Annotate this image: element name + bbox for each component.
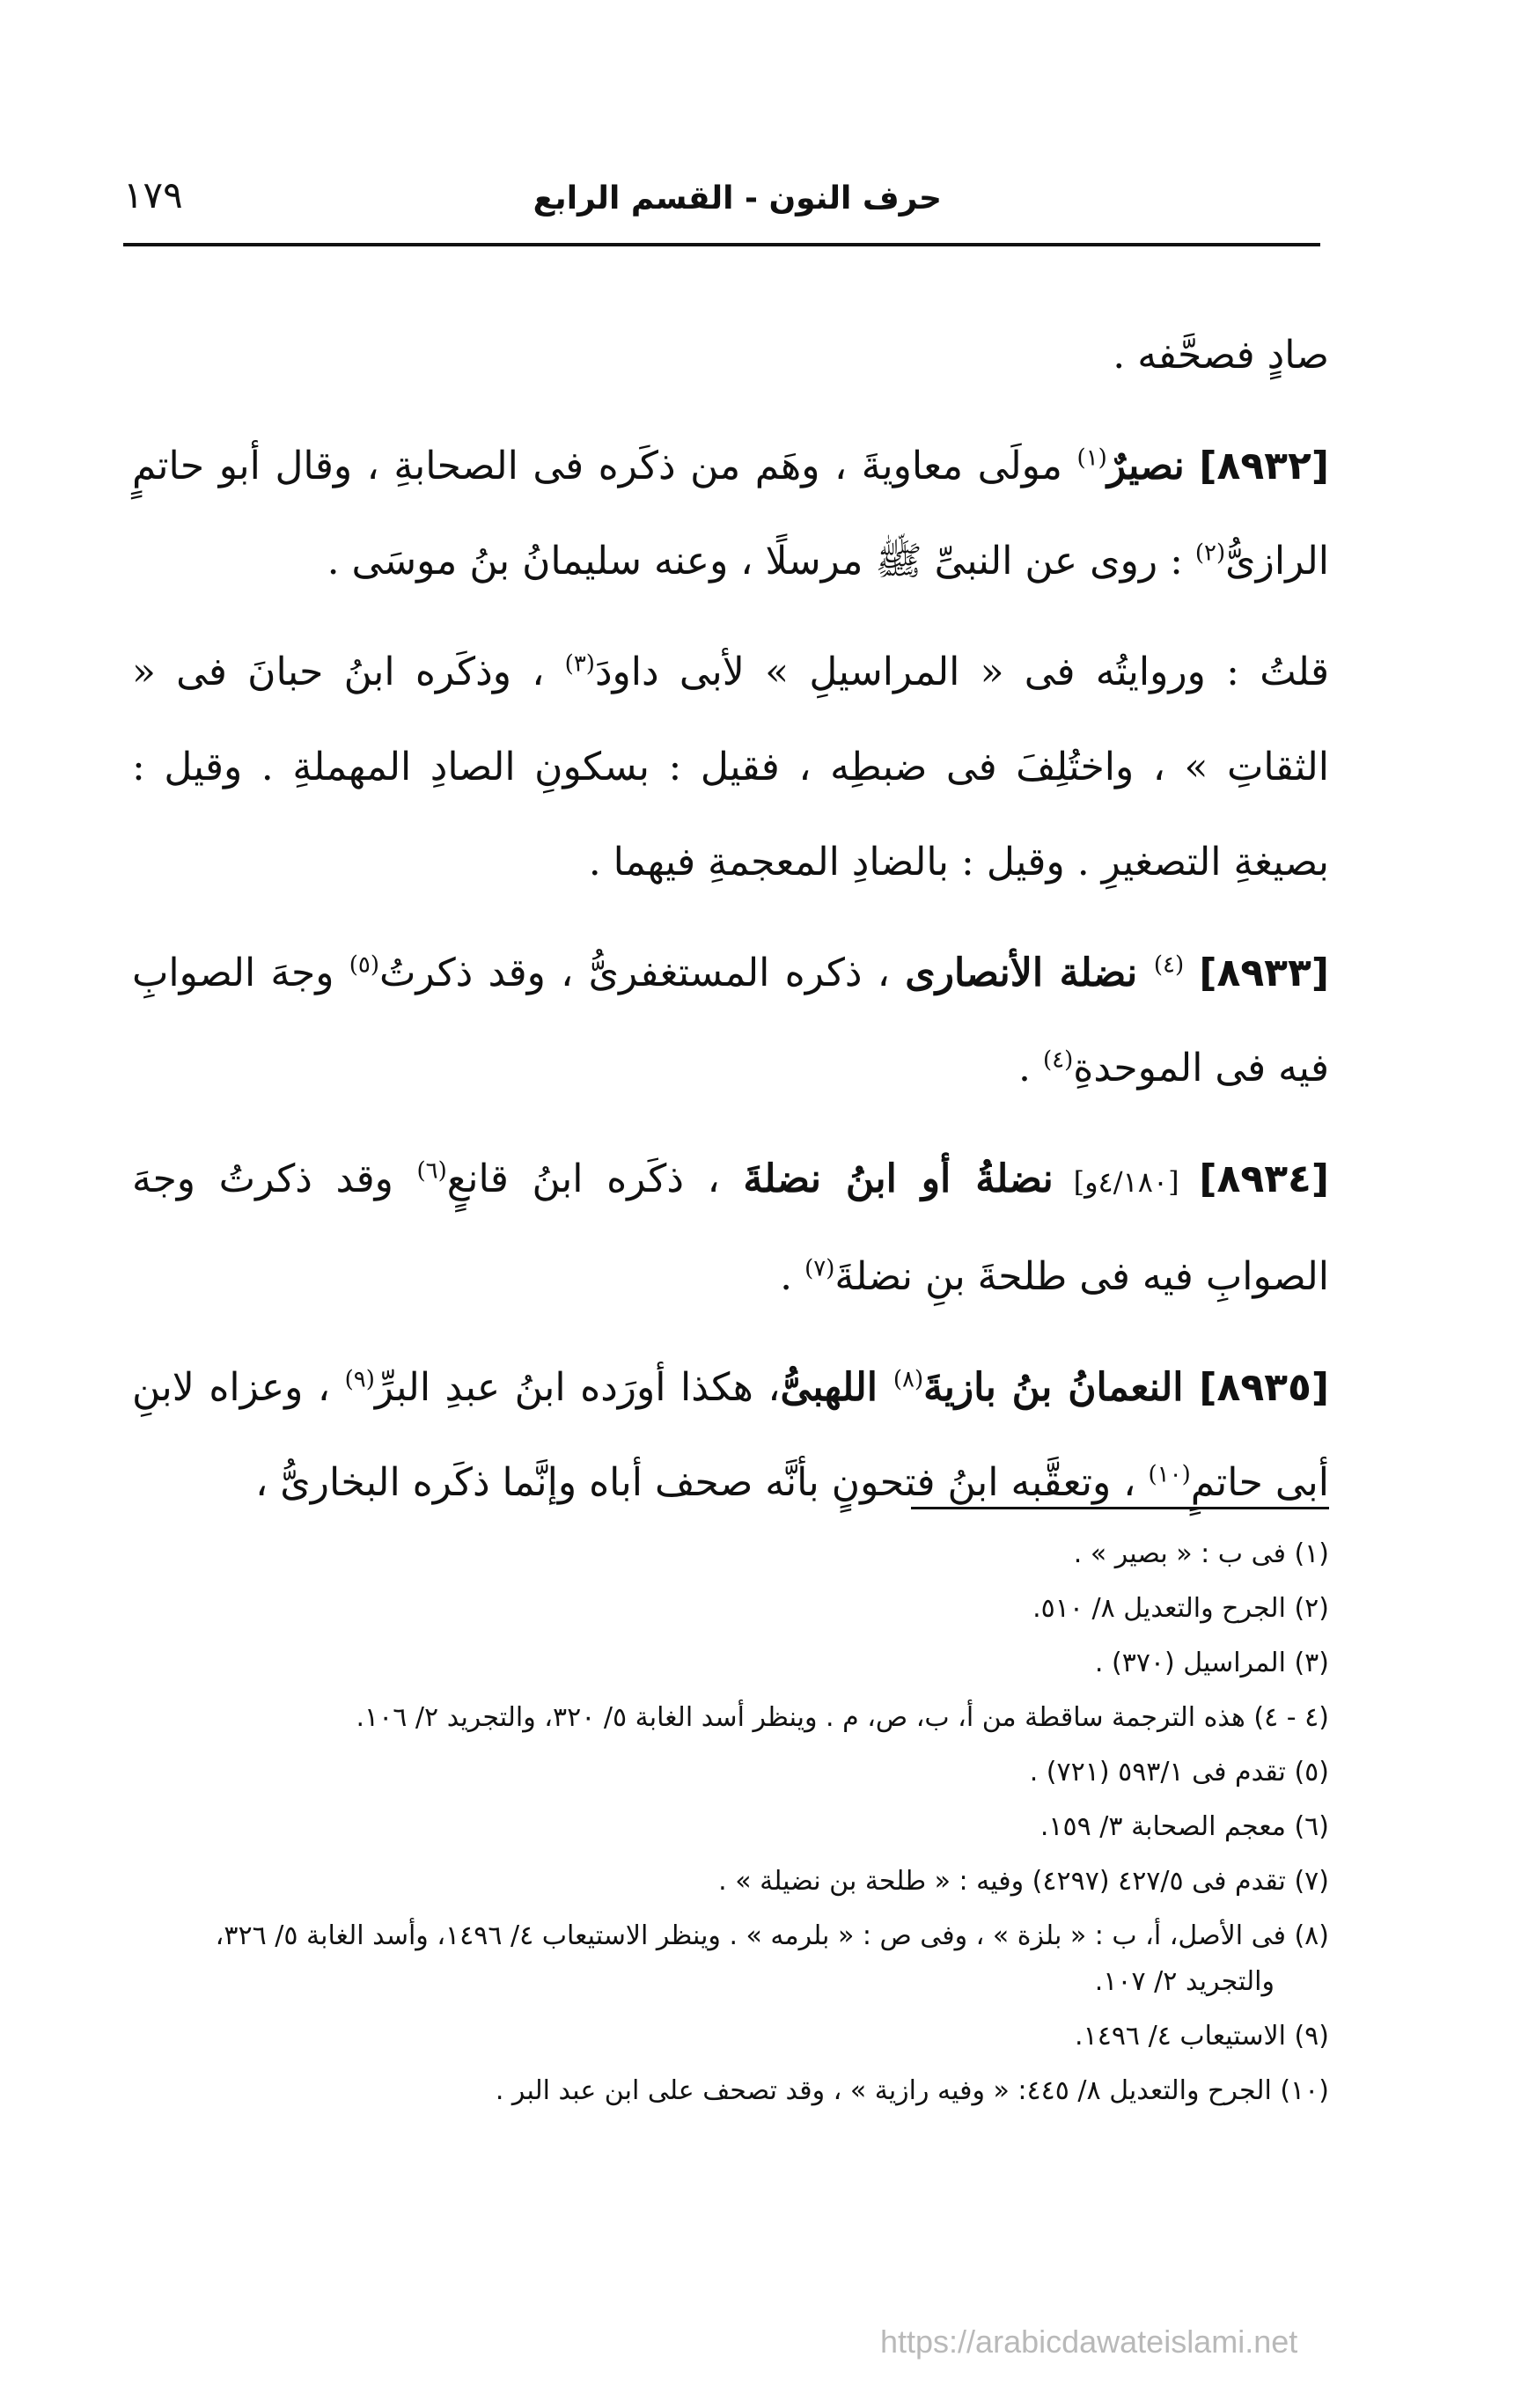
footnote-ref: (٥) [349,951,379,979]
entry-text: وجهَ الصوابِ فيه فى الموحدةِ [132,951,1329,1090]
footnote: (١) فى ب : « بصير » . [1073,1538,1329,1569]
manuscript-ref: [٤/١٨٠و] [1053,1165,1200,1199]
running-header [123,172,1320,233]
footnote-ref: (٢) [1194,540,1226,567]
footnote-ref: (٦) [416,1157,447,1185]
footnote: (٤ - ٤) هذه الترجمة ساقطة من أ، ب، ص، م . وينظر أسد الغابة ٥/ ٣٢٠، والتجريد ٢/ ١٠٦. [356,1702,1329,1733]
footnote-ref: (١) [1076,444,1107,472]
entry-text: ، وتعقَّبه ابنُ فتحونٍ بأنَّه صحف أباه وإنَّما ذكَره البخارىُّ ، [255,1460,1149,1505]
footnote-ref: (٣) [564,650,595,678]
footnote-ref: (٤) [1042,1046,1074,1074]
footnote-ref: (٨) [893,1366,924,1393]
entry-text: مولَى معاويةَ ، وهَم من ذكَره فى الصحابةِ ، وقال أبو حاتمٍ الرازىُّ [132,444,1329,584]
commentary-text: ، وذكَره ابنُ حبانَ فى « الثقاتِ » ، واختُلِفَ فى ضبطِه ، فقيل : بسكونِ الصادِ المهملةِ . وقيل : بصيغةِ التصغيرِ . وقيل : بالضادِ المعجمةِ فيهما . [132,650,1329,885]
entry-name: نضلة الأنصارى [905,951,1154,995]
entry-text: ، ذكره المستغفرىُّ ، وقد ذكرتُ [379,951,906,995]
continuation-text: صادٍ فصحَّفه . [1113,333,1329,378]
paragraph-continuation [132,308,1329,403]
entry-8934 [132,1132,1329,1325]
header-rule [123,243,1320,246]
entry-number: [٨٩٣٥] [1199,1365,1329,1410]
entry-text: . [1018,1046,1043,1090]
main-text [132,308,1329,1546]
entry-8933 [132,926,1329,1116]
entry-text: وقد ذكرتُ وجهَ الصوابِ فيه فى طلحةَ بنِ نضلةَ [132,1156,1329,1299]
footnote: (٢) الجرح والتعديل ٨/ ٥١٠. [1032,1593,1329,1624]
footnote: (٣) المراسيل (٣٧٠) . [1094,1648,1329,1678]
entry-nisba: اللهبىُّ [780,1365,893,1410]
watermark-url: https://arabicdawateislami.net [880,2324,1298,2360]
entry-name: النعمانُ بنُ بازيةَ [923,1365,1200,1410]
footnote-ref: (٤) [1153,951,1185,979]
entry-name: نضلةُ أو ابنُ نضلةَ [743,1156,1054,1201]
footnote-ref: (٧) [804,1255,835,1282]
footnote-ref: (٩) [344,1366,375,1393]
entry-number: [٨٩٣٢] [1199,444,1329,488]
entry-name: نصيرٌ [1106,444,1185,488]
entry-text: ، ذكَره ابنُ قانعٍ [446,1156,744,1201]
footnote-ref: (١٠) [1148,1461,1191,1488]
footnote: (٦) معجم الصحابة ٣/ ١٥٩. [1039,1811,1329,1842]
entry-text: . [780,1254,805,1299]
footnote: (٨) فى الأصل، أ، ب : « بلزة » ، وفى ص : « بلرمه » . وينظر الاستيعاب ٤/ ١٤٩٦، وأسد الغابة ٥/ ٣٢٦، والتجريد ٢/ ١٠٧. [215,1920,1329,1997]
page-number: ١٧٩ [123,173,183,217]
entry-text: ، وعزاه لابنِ أبى حاتمٍ [132,1365,1329,1505]
commentary-text: قلتُ : وروايتُه فى « المراسيلِ » لأبى داودَ [594,650,1329,694]
footnotes [132,1531,1329,2123]
footnote: (٥) تقدم فى ٥٩٣/١ (٧٢١) . [1029,1757,1329,1788]
footnote: (٧) تقدم فى ٤٢٧/٥ (٤٢٩٧) وفيه : « طلحة بن نضيلة » . [718,1866,1329,1897]
chapter-title: حرف النون - القسم الرابع [533,180,942,217]
entry-number: [٨٩٣٤] [1199,1156,1330,1201]
entry-8935 [132,1340,1329,1531]
footnote: (٩) الاستيعاب ٤/ ١٤٩٦. [1075,2021,1329,2052]
footnote-rule [911,1507,1329,1509]
entry-8932 [132,419,1329,609]
entry-text: ، هكذا أورَده ابنُ عبدِ البرِّ [374,1365,781,1410]
footnote: (١٠) الجرح والتعديل ٨/ ٤٤٥: « وفيه رازية » ، وقد تصحف على ابن عبد البر . [495,2075,1329,2106]
commentary-paragraph [132,625,1329,910]
entry-text: : روى عن النبىِّ ﷺ مرسلًا ، وعنه سليمانُ بنُ موسَى . [327,539,1195,584]
entry-number: [٨٩٣٣] [1199,951,1329,995]
